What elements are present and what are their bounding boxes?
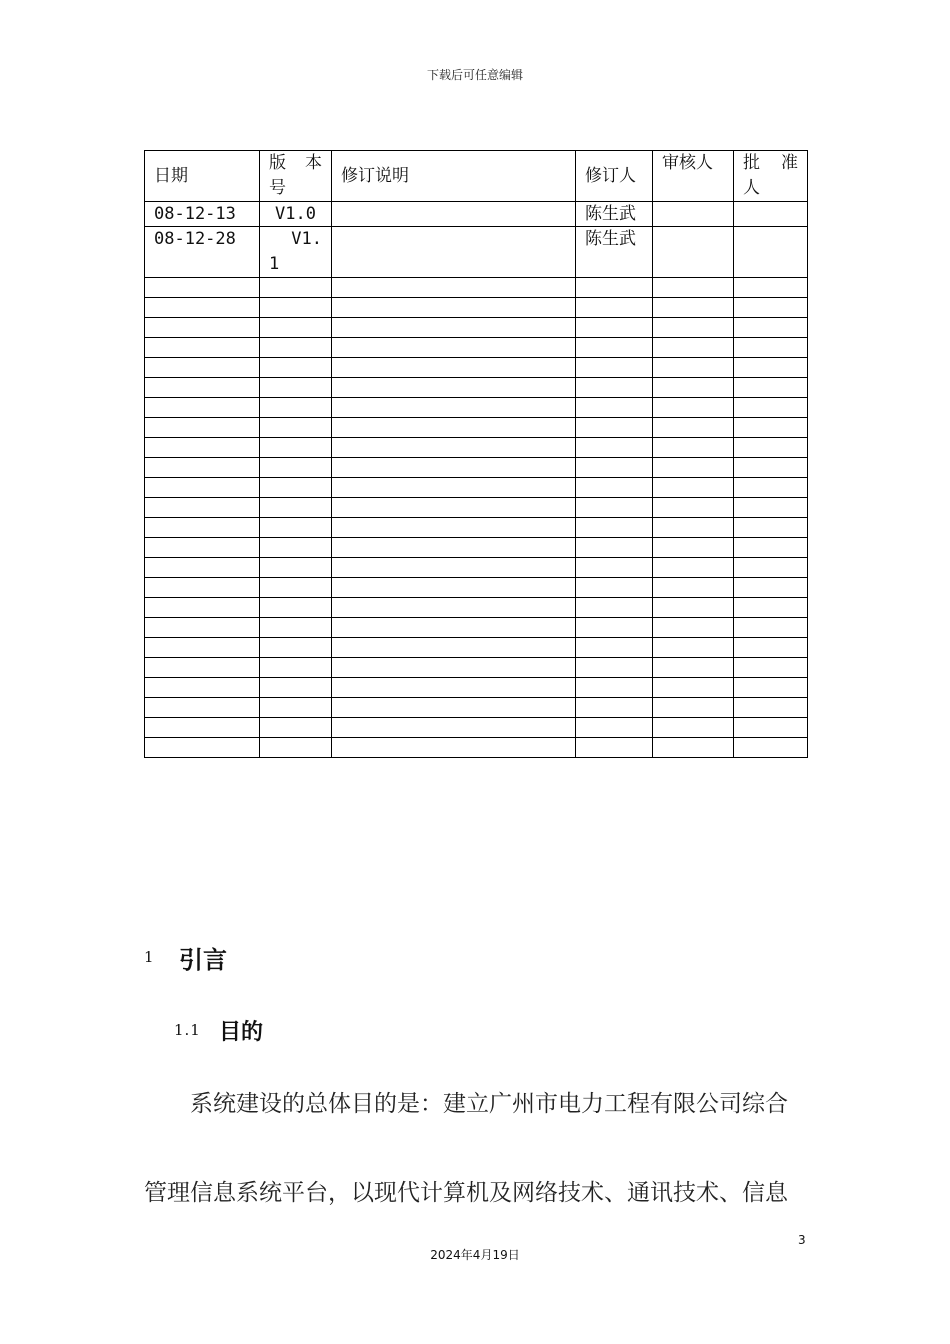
table-cell xyxy=(260,598,332,618)
table-cell xyxy=(734,558,808,578)
table-cell xyxy=(260,498,332,518)
table-cell xyxy=(653,378,734,398)
cell-date: 08-12-13 xyxy=(145,202,260,227)
table-cell xyxy=(653,678,734,698)
header-version-part1: 版 xyxy=(269,153,286,173)
table-header-row xyxy=(145,151,808,202)
table-cell xyxy=(734,678,808,698)
table-cell xyxy=(576,478,653,498)
cell-reviewer xyxy=(653,227,734,278)
section-heading xyxy=(144,940,227,974)
table-cell xyxy=(653,738,734,758)
table-cell xyxy=(260,378,332,398)
table-cell xyxy=(576,278,653,298)
table-cell xyxy=(260,478,332,498)
table-row xyxy=(145,578,808,598)
table-cell xyxy=(145,618,260,638)
table-cell xyxy=(576,718,653,738)
table-cell xyxy=(145,298,260,318)
table-cell xyxy=(145,418,260,438)
table-cell xyxy=(734,538,808,558)
table-cell xyxy=(145,278,260,298)
table-row xyxy=(145,278,808,298)
table-cell xyxy=(576,338,653,358)
table-cell xyxy=(260,398,332,418)
table-cell xyxy=(653,698,734,718)
table-cell xyxy=(260,298,332,318)
table-cell xyxy=(734,578,808,598)
table-cell xyxy=(332,598,576,618)
table-cell xyxy=(332,338,576,358)
table-row xyxy=(145,298,808,318)
table-cell xyxy=(332,578,576,598)
section-number: 1 xyxy=(144,948,154,966)
cell-approver xyxy=(734,202,808,227)
table-cell xyxy=(260,358,332,378)
table-cell xyxy=(145,578,260,598)
table-cell xyxy=(145,638,260,658)
header-description: 修订说明 xyxy=(332,151,576,202)
table-cell xyxy=(332,678,576,698)
table-cell xyxy=(576,638,653,658)
table-row xyxy=(145,378,808,398)
table-cell xyxy=(734,338,808,358)
table-cell xyxy=(576,298,653,318)
table-cell xyxy=(332,278,576,298)
table-cell xyxy=(145,698,260,718)
table-cell xyxy=(260,738,332,758)
table-cell xyxy=(653,318,734,338)
table-cell xyxy=(332,478,576,498)
table-cell xyxy=(145,558,260,578)
table-row xyxy=(145,202,808,227)
table-cell xyxy=(734,298,808,318)
table-cell xyxy=(332,418,576,438)
table-cell xyxy=(576,738,653,758)
header-approver-part2: 准 xyxy=(781,153,798,173)
subsection-number: 1.1 xyxy=(174,1021,201,1039)
page-number: 3 xyxy=(798,1233,806,1247)
cell-version-part1: V1. xyxy=(291,229,322,249)
cell-approver xyxy=(734,227,808,278)
table-cell xyxy=(734,658,808,678)
table-cell xyxy=(734,318,808,338)
table-cell xyxy=(576,458,653,478)
table-row xyxy=(145,518,808,538)
table-cell xyxy=(332,518,576,538)
table-cell xyxy=(734,378,808,398)
table-row xyxy=(145,227,808,278)
table-row xyxy=(145,458,808,478)
table-cell xyxy=(145,718,260,738)
table-cell xyxy=(260,558,332,578)
table-cell xyxy=(734,458,808,478)
table-cell xyxy=(653,498,734,518)
table-cell xyxy=(653,398,734,418)
table-cell xyxy=(332,318,576,338)
footer-date: 2024年4月19日 xyxy=(430,1248,520,1262)
header-date: 日期 xyxy=(145,151,260,202)
table-cell xyxy=(734,698,808,718)
table-cell xyxy=(653,578,734,598)
subsection-title: 目的 xyxy=(219,1019,264,1045)
table-cell xyxy=(653,438,734,458)
table-cell xyxy=(734,498,808,518)
table-cell xyxy=(260,518,332,538)
table-cell xyxy=(734,638,808,658)
table-cell xyxy=(332,378,576,398)
table-cell xyxy=(734,418,808,438)
cell-version xyxy=(260,227,332,278)
cell-version-part2: 1 xyxy=(269,254,280,274)
table-row xyxy=(145,738,808,758)
paragraph-line-1: 系统建设的总体目的是：建立广州市电力工程有限公司综合 xyxy=(190,1091,788,1117)
table-cell xyxy=(332,618,576,638)
table-cell xyxy=(332,398,576,418)
table-cell xyxy=(260,278,332,298)
table-cell xyxy=(332,438,576,458)
table-cell xyxy=(145,738,260,758)
table-cell xyxy=(260,458,332,478)
header-version xyxy=(260,151,332,202)
table-cell xyxy=(145,658,260,678)
table-cell xyxy=(332,298,576,318)
cell-reviser: 陈生武 xyxy=(576,202,653,227)
table-cell xyxy=(145,398,260,418)
table-row xyxy=(145,478,808,498)
table-cell xyxy=(653,618,734,638)
cell-reviser: 陈生武 xyxy=(576,227,653,278)
table-row xyxy=(145,358,808,378)
table-cell xyxy=(332,638,576,658)
table-row xyxy=(145,598,808,618)
table-row xyxy=(145,558,808,578)
section-title: 引言 xyxy=(179,945,227,974)
table-cell xyxy=(734,618,808,638)
table-cell xyxy=(576,378,653,398)
table-cell xyxy=(653,278,734,298)
revision-history-table xyxy=(144,150,808,758)
table-cell xyxy=(145,438,260,458)
table-row xyxy=(145,718,808,738)
table-cell xyxy=(734,358,808,378)
table-cell xyxy=(653,518,734,538)
table-cell xyxy=(332,358,576,378)
table-cell xyxy=(576,498,653,518)
subsection-heading xyxy=(174,1014,263,1046)
table-cell xyxy=(734,518,808,538)
table-cell xyxy=(260,418,332,438)
table-cell xyxy=(145,378,260,398)
table-cell xyxy=(332,738,576,758)
cell-description xyxy=(332,202,576,227)
header-version-part2: 本 xyxy=(305,153,322,173)
table-cell xyxy=(653,558,734,578)
table-cell xyxy=(653,718,734,738)
table-cell xyxy=(576,358,653,378)
header-approver-part3: 人 xyxy=(743,178,760,198)
table-cell xyxy=(576,518,653,538)
table-cell xyxy=(260,438,332,458)
table-cell xyxy=(653,358,734,378)
table-cell xyxy=(260,698,332,718)
table-row xyxy=(145,638,808,658)
table-cell xyxy=(576,578,653,598)
table-row xyxy=(145,438,808,458)
table-cell xyxy=(576,658,653,678)
header-approver-part1: 批 xyxy=(743,153,760,173)
table-cell xyxy=(576,398,653,418)
table-cell xyxy=(576,698,653,718)
table-cell xyxy=(145,478,260,498)
table-cell xyxy=(332,538,576,558)
table-cell xyxy=(576,438,653,458)
table-cell xyxy=(145,338,260,358)
table-cell xyxy=(260,618,332,638)
table-row xyxy=(145,318,808,338)
header-reviser: 修订人 xyxy=(576,151,653,202)
table-cell xyxy=(332,498,576,518)
table-cell xyxy=(734,278,808,298)
table-row xyxy=(145,338,808,358)
table-row xyxy=(145,618,808,638)
table-cell xyxy=(260,338,332,358)
table-cell xyxy=(734,598,808,618)
table-cell xyxy=(653,298,734,318)
table-cell xyxy=(653,658,734,678)
table-cell xyxy=(576,418,653,438)
header-version-part3: 号 xyxy=(269,178,286,198)
table-cell xyxy=(332,698,576,718)
table-cell xyxy=(734,738,808,758)
table-cell xyxy=(734,718,808,738)
table-row xyxy=(145,698,808,718)
table-cell xyxy=(145,518,260,538)
table-cell xyxy=(260,318,332,338)
table-cell xyxy=(145,538,260,558)
table-cell xyxy=(260,538,332,558)
table-cell xyxy=(576,538,653,558)
table-cell xyxy=(260,718,332,738)
cell-description xyxy=(332,227,576,278)
header-reviewer: 审核人 xyxy=(653,151,734,202)
table-cell xyxy=(260,638,332,658)
table-cell xyxy=(653,538,734,558)
table-cell xyxy=(332,558,576,578)
table-cell xyxy=(332,718,576,738)
table-cell xyxy=(145,358,260,378)
table-cell xyxy=(576,318,653,338)
table-row xyxy=(145,678,808,698)
cell-date: 08-12-28 xyxy=(145,227,260,278)
table-cell xyxy=(576,618,653,638)
cell-reviewer xyxy=(653,202,734,227)
table-cell xyxy=(145,458,260,478)
table-row xyxy=(145,398,808,418)
table-cell xyxy=(576,598,653,618)
table-cell xyxy=(576,558,653,578)
table-row xyxy=(145,658,808,678)
table-cell xyxy=(260,678,332,698)
table-row xyxy=(145,538,808,558)
table-row xyxy=(145,418,808,438)
header-approver xyxy=(734,151,808,202)
table-cell xyxy=(332,458,576,478)
table-cell xyxy=(653,458,734,478)
table-cell xyxy=(145,498,260,518)
table-cell xyxy=(145,318,260,338)
table-cell xyxy=(576,678,653,698)
table-cell xyxy=(653,598,734,618)
table-cell xyxy=(734,478,808,498)
header-note: 下载后可任意编辑 xyxy=(426,68,523,82)
table-cell xyxy=(260,658,332,678)
table-cell xyxy=(145,678,260,698)
table-cell xyxy=(734,398,808,418)
table-cell xyxy=(260,578,332,598)
table-cell xyxy=(145,598,260,618)
table-cell xyxy=(653,338,734,358)
table-cell xyxy=(653,418,734,438)
table-cell xyxy=(332,658,576,678)
table-cell xyxy=(653,478,734,498)
cell-version: V1.0 xyxy=(260,202,332,227)
table-cell xyxy=(734,438,808,458)
table-cell xyxy=(653,638,734,658)
table-row xyxy=(145,498,808,518)
paragraph-line-2: 管理信息系统平台，以现代计算机及网络技术、通讯技术、信息 xyxy=(144,1180,788,1206)
